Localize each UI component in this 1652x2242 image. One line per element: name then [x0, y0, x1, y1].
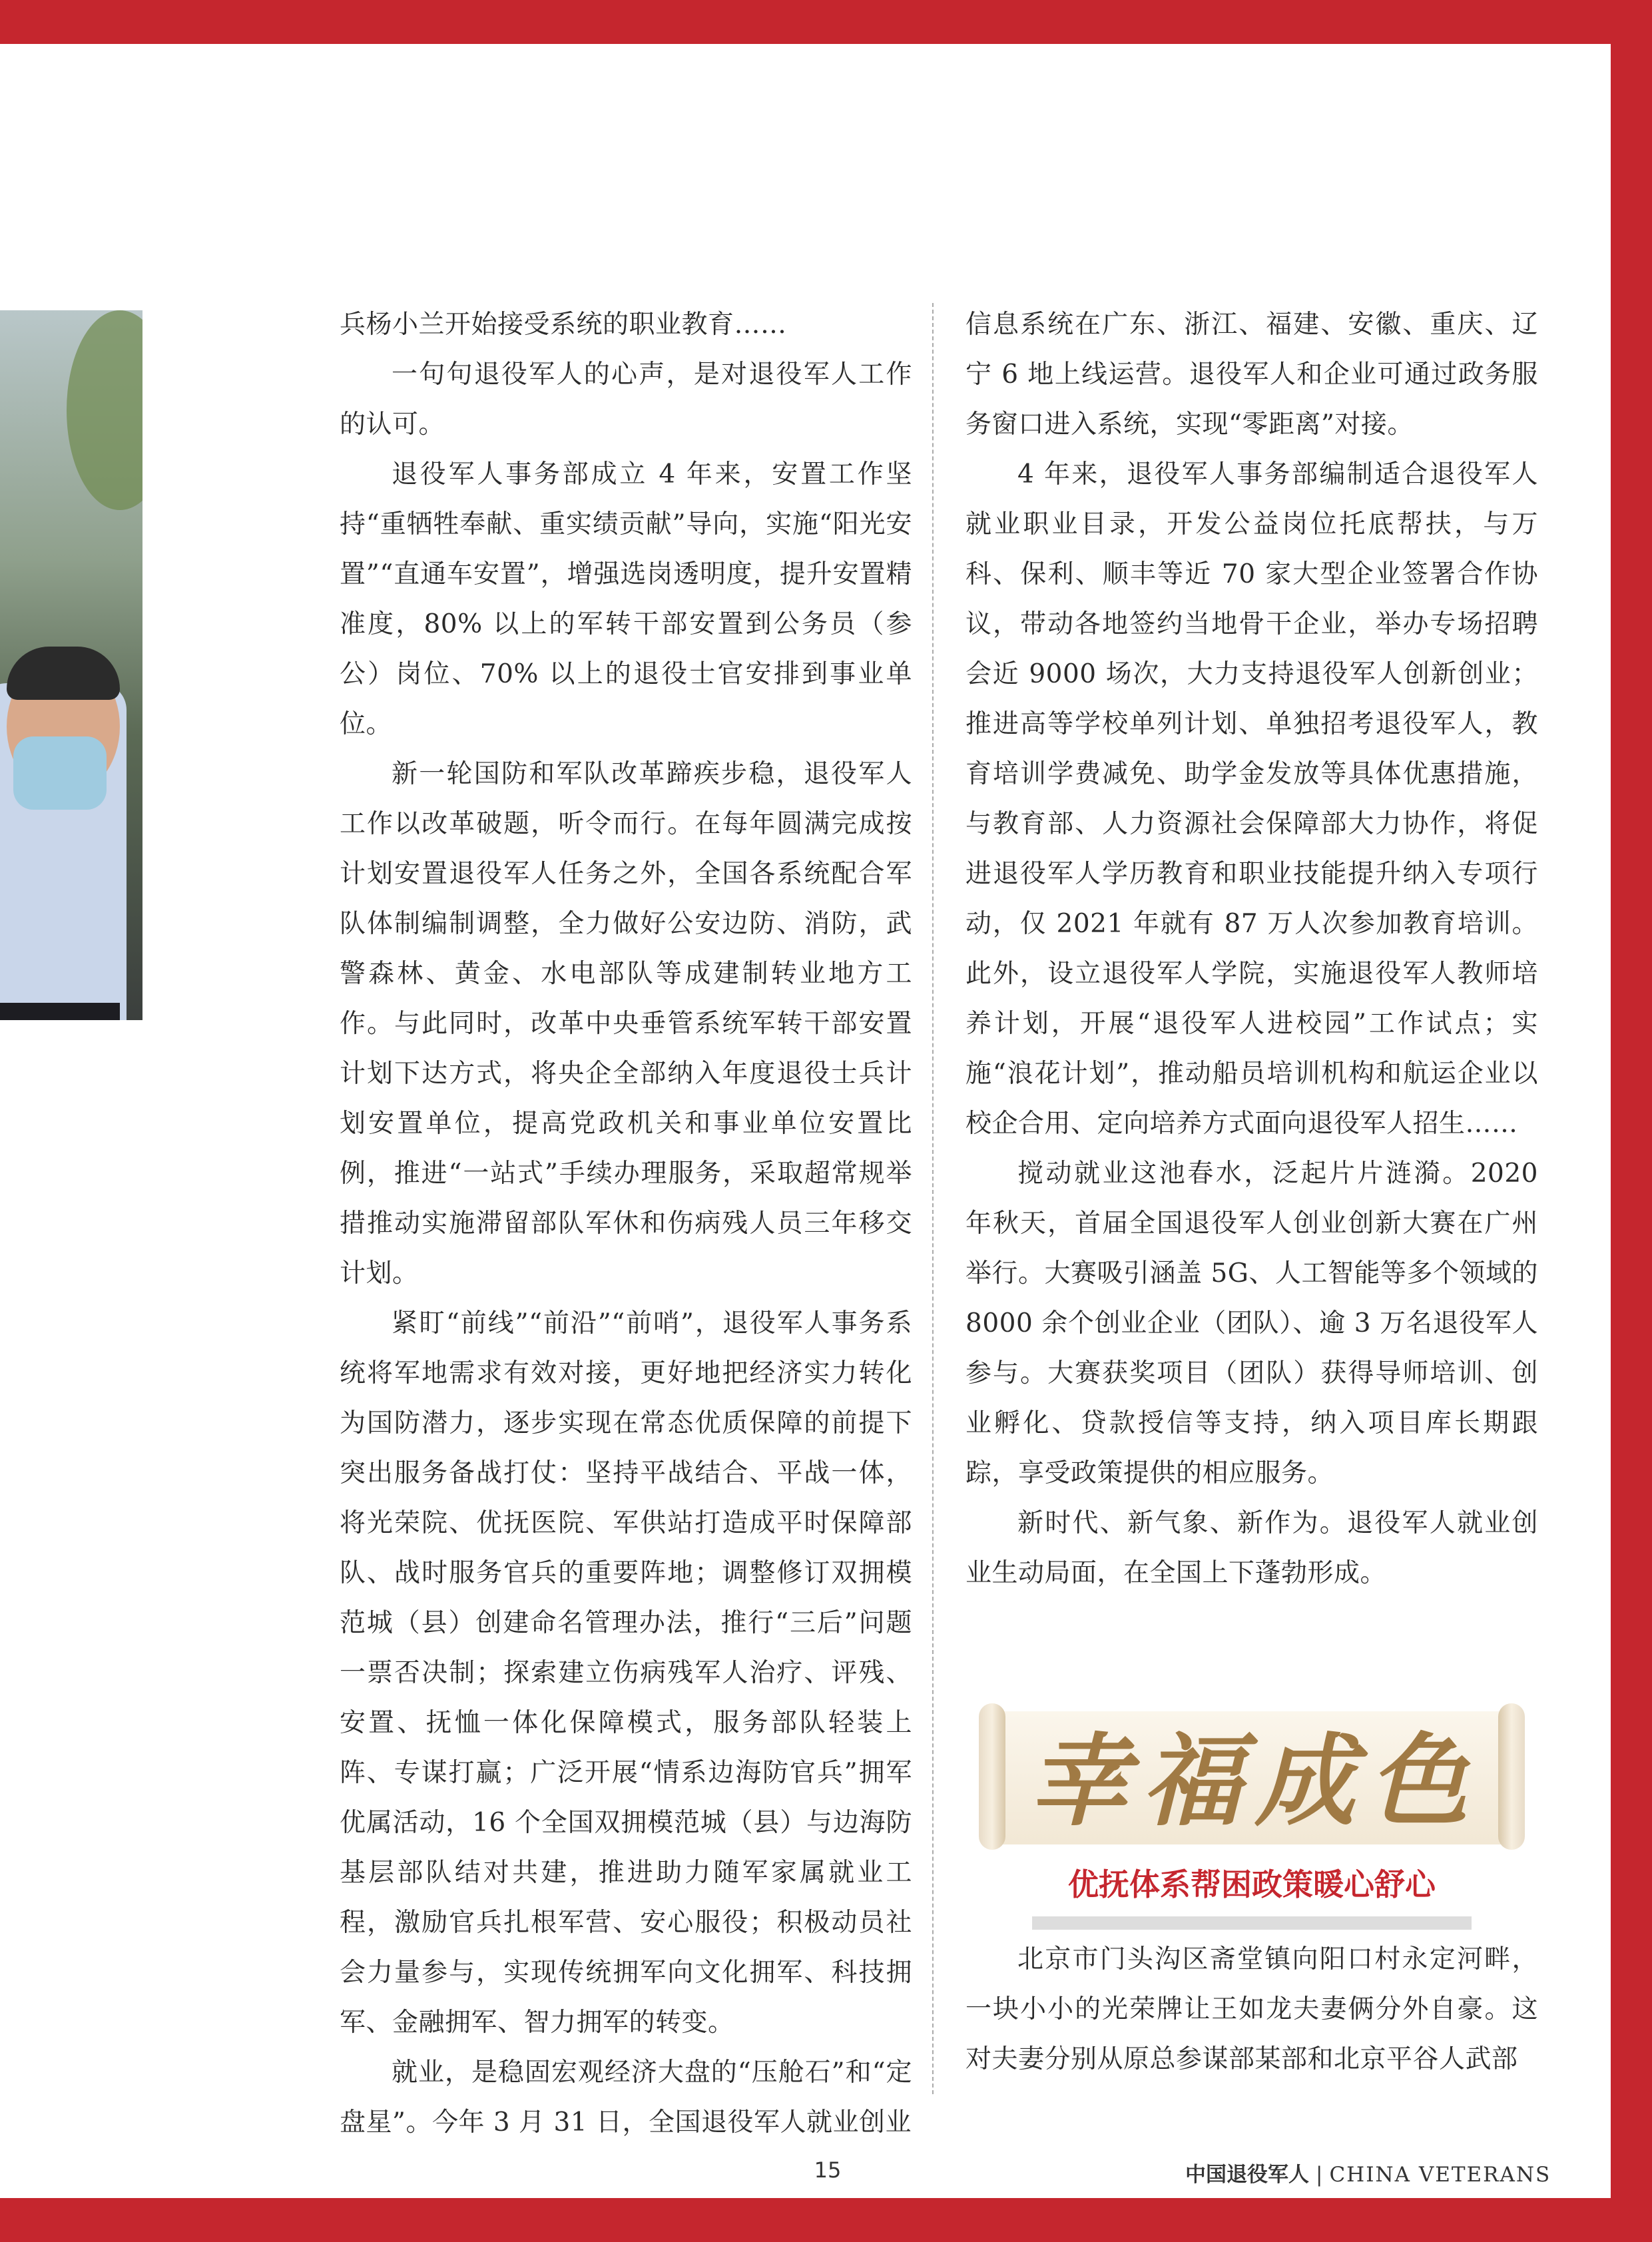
paragraph: 紧盯“前线”“前沿”“前哨”，退役军人事务系统将军地需求有效对接，更好地把经济实力转化为国防潜力，逐步实现在常态优质保障的前提下突出服务备战打仗：坚持平战结合、平战一体，将光荣院、优抚医院、军供站打造成平时保障部队、战时服务官兵的重要阵地；调整修订双拥模范城（县）创建命名管理办法，推行“三后”问题一票否决制；探索建立伤病残军人治疗、评残、安置、抚恤一体化保障模式，服务部队轻装上阵、专谋打赢；广泛开展“情系边海防官兵”拥军优属活动，16 个全国双拥模范城（县）与边海防基层部队结对共建，推进助力随军家属就业工程，激励官兵扎根军营、安心服役；积极动员社会力量参与，实现传统拥军向文化拥军、科技拥军、金融拥军、智力拥军的转变。 — [340, 1308, 912, 2038]
red-frame-top — [0, 0, 1652, 44]
paragraph: 搅动就业这池春水，泛起片片涟漪。2020 年秋天，首届全国退役军人创业创新大赛在广州举行。大赛吸引涵盖 5G、人工智能等多个领域的 8000 余个创业企业（团队）、逾 3 万名退役军人参与。大赛获奖项目（团队）获得导师培训、创业孵化、贷款授信等支持，纳入项目库长期跟踪，享受政策提供的相应服务。 — [965, 1159, 1538, 1488]
magazine-name — [1185, 2157, 1551, 2187]
section-banner — [965, 1685, 1538, 1924]
red-frame-bottom — [0, 2198, 1652, 2242]
page-number: 15 — [814, 2157, 842, 2183]
section-title: 幸福成色 — [1028, 1723, 1482, 1840]
magazine-name-en: CHINA VETERANS — [1329, 2163, 1551, 2187]
magazine-separator: | — [1316, 2163, 1323, 2187]
red-frame-right — [1611, 0, 1652, 2242]
article-column-right — [965, 300, 1538, 1598]
paragraph: 新时代、新气象、新作为。退役军人就业创业生动局面，在全国上下蓬勃形成。 — [965, 1508, 1538, 1588]
subtitle-underline — [1032, 1916, 1472, 1930]
magazine-name-cn: 中国退役军人 — [1185, 2163, 1309, 2187]
paragraph: 新一轮国防和军队改革蹄疾步稳，退役军人工作以改革破题，听令而行。在每年圆满完成按计划安置退役军人任务之外，全国各系统配合军队体制编制调整，全力做好公安边防、消防，武警森林、黄金、水电部队等成建制转业地方工作。与此同时，改革中央垂管系统军转干部安置计划下达方式，将央企全部纳入年度退役士兵计划安置单位，提高党政机关和事业单位安置比例，推进“一站式”手续办理服务，采取超常规举措推动实施滞留部队军休和伤病残人员三年移交计划。 — [340, 759, 912, 1288]
paragraph: 兵杨小兰开始接受系统的职业教育…… — [340, 310, 787, 340]
section-subtitle: 优抚体系帮困政策暖心舒心 — [1068, 1866, 1436, 1902]
paragraph: 就业，是稳固宏观经济大盘的“压舱石”和“定盘星”。今年 3 月 31 日，全国退役军人就业创业 — [340, 2058, 912, 2137]
article-column-left — [340, 300, 912, 2147]
paragraph: 一句句退役军人的心声，是对退役军人工作的认可。 — [340, 360, 912, 439]
paragraph: 信息系统在广东、浙江、福建、安徽、重庆、辽宁 6 地上线运营。退役军人和企业可通过政务服务窗口进入系统，实现“零距离”对接。 — [965, 310, 1538, 439]
cropped-photo-man-in-mask — [0, 310, 142, 1020]
column-divider — [932, 303, 934, 2094]
paragraph: 北京市门头沟区斋堂镇向阳口村永定河畔，一块小小的光荣牌让王如龙夫妻俩分外自豪。这对夫妻分别从原总参谋部某部和北京平谷人武部 — [965, 1944, 1538, 2074]
paragraph: 4 年来，退役军人事务部编制适合退役军人就业职业目录，开发公益岗位托底帮扶，与万科、保利、顺丰等近 70 家大型企业签署合作协议，带动各地签约当地骨干企业，举办专场招聘会近 9000 场次，大力支持退役军人创新创业；推进高等学校单列计划、单独招考退役军人，教育培训学费减免、助学金发放等具体优惠措施，与教育部、人力资源社会保障部大力协作，将促进退役军人学历教育和职业技能提升纳入专项行动，仅 2021 年就有 87 万人次参加教育培训。此外，设立退役军人学院，实施退役军人教师培养计划，开展“退役军人进校园”工作试点；实施“浪花计划”，推动船员培训机构和航运企业以校企合用、定向培养方式面向退役军人招生…… — [965, 459, 1538, 1139]
paragraph: 退役军人事务部成立 4 年来，安置工作坚持“重牺牲奉献、重实绩贡献”导向，实施“阳光安置”“直通车安置”，增强选岗透明度，提升安置精准度，80% 以上的军转干部安置到公务员（参公）岗位、70% 以上的退役士官安排到事业单位。 — [340, 459, 912, 739]
article-column-section — [965, 1934, 1538, 2084]
